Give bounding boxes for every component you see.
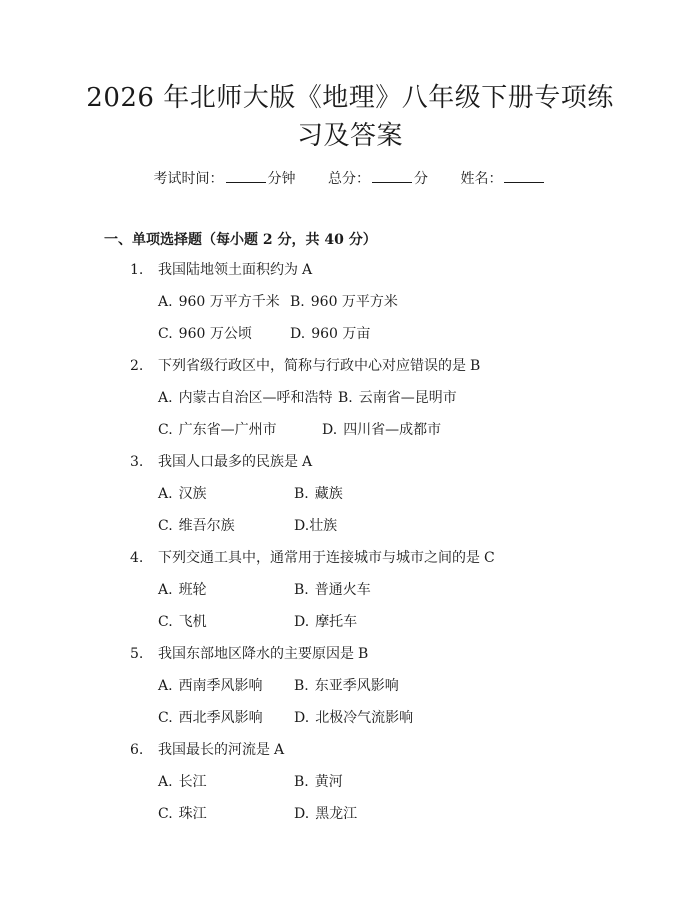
total-score-blank	[372, 168, 412, 183]
question-answer: A	[302, 454, 313, 470]
question-4	[130, 548, 495, 568]
question-3	[130, 452, 312, 472]
option-letter: D.	[322, 422, 338, 438]
option-a	[158, 388, 333, 408]
option-letter: C.	[158, 806, 173, 822]
question-number: 1.	[130, 262, 144, 278]
option-text: 960 万平方米	[310, 294, 398, 310]
option-text: 汉族	[178, 486, 207, 502]
option-b	[294, 580, 371, 600]
option-c	[158, 612, 207, 632]
option-c	[158, 516, 235, 536]
exam-time-unit: 分钟	[267, 171, 296, 187]
option-d	[322, 420, 441, 440]
question-answer: A	[302, 262, 313, 278]
question-2	[130, 356, 480, 376]
total-score-unit: 分	[414, 171, 428, 187]
option-b	[294, 772, 343, 792]
question-text: 下列交通工具中，通常用于连接城市与城市之间的是	[158, 550, 480, 566]
question-answer: B	[358, 646, 369, 662]
option-text: 960 万亩	[311, 326, 371, 342]
option-text: 西南季风影响	[178, 678, 263, 694]
option-text: 960 万公顷	[178, 326, 252, 342]
option-text: 960 万平方千米	[178, 294, 280, 310]
question-answer: C	[484, 550, 495, 566]
question-text: 我国陆地领土面积约为	[158, 262, 298, 278]
option-a	[158, 676, 263, 696]
total-score-label: 总分：	[328, 171, 370, 187]
option-b	[294, 676, 399, 696]
question-number: 5.	[130, 646, 144, 662]
option-letter: A.	[158, 390, 173, 406]
option-letter: C.	[158, 518, 173, 534]
document-title-line-1: 2026 年北师大版《地理》八年级下册专项练	[86, 83, 614, 113]
option-letter: C.	[158, 422, 173, 438]
option-letter: B.	[338, 390, 353, 406]
option-c	[158, 420, 277, 440]
option-c	[158, 708, 263, 728]
option-text: 飞机	[178, 614, 207, 630]
option-text: 壮族	[309, 518, 338, 534]
question-6	[130, 740, 284, 760]
option-letter: B.	[294, 774, 309, 790]
option-text: 维吾尔族	[178, 518, 235, 534]
option-text: 珠江	[178, 806, 207, 822]
option-text: 广东省—广州市	[178, 422, 277, 438]
option-d	[294, 612, 357, 632]
exam-time-blank	[226, 168, 266, 183]
option-text: 云南省—昆明市	[358, 390, 457, 406]
student-name-blank	[504, 168, 544, 183]
option-letter: A.	[158, 486, 173, 502]
option-letter: A.	[158, 582, 173, 598]
option-b	[338, 388, 457, 408]
option-text: 黑龙江	[315, 806, 358, 822]
question-number: 4.	[130, 550, 144, 566]
option-b	[290, 292, 398, 312]
option-letter: B.	[290, 294, 305, 310]
option-letter: C.	[158, 614, 173, 630]
option-a	[158, 772, 207, 792]
question-5	[130, 644, 368, 664]
option-letter: B.	[294, 582, 309, 598]
question-1	[130, 260, 312, 280]
question-number: 6.	[130, 742, 144, 758]
option-a	[158, 580, 207, 600]
exam-time-field	[154, 168, 296, 189]
option-letter: D.	[290, 326, 306, 342]
option-a	[158, 292, 280, 312]
option-letter: B.	[294, 678, 309, 694]
option-letter: A.	[158, 294, 173, 310]
total-score-field	[328, 168, 428, 189]
option-letter: C.	[158, 326, 173, 342]
exam-meta-row	[0, 168, 700, 189]
question-answer: B	[470, 358, 481, 374]
option-text: 普通火车	[314, 582, 371, 598]
option-a	[158, 484, 207, 504]
option-d	[294, 516, 337, 536]
option-text: 班轮	[178, 582, 207, 598]
option-letter: D.	[294, 710, 310, 726]
question-text: 我国东部地区降水的主要原因是	[158, 646, 354, 662]
question-number: 2.	[130, 358, 144, 374]
option-text: 长江	[178, 774, 207, 790]
option-c	[158, 324, 252, 344]
question-text: 下列省级行政区中，简称与行政中心对应错误的是	[158, 358, 466, 374]
option-text: 四川省—成都市	[343, 422, 442, 438]
student-name-label: 姓名：	[460, 171, 503, 187]
option-d	[294, 708, 413, 728]
option-letter: D.	[294, 614, 310, 630]
option-c	[158, 804, 207, 824]
option-b	[294, 484, 343, 504]
option-text: 藏族	[314, 486, 343, 502]
section-title: 一、单项选择题（每小题 2 分，共 40 分）	[104, 232, 377, 248]
option-letter: A.	[158, 678, 173, 694]
option-text: 摩托车	[315, 614, 358, 630]
option-d	[294, 804, 357, 824]
option-letter: A.	[158, 774, 173, 790]
question-text: 我国最长的河流是	[158, 742, 270, 758]
option-letter: B.	[294, 486, 309, 502]
option-d	[290, 324, 370, 344]
option-letter: C.	[158, 710, 173, 726]
exam-time-label: 考试时间：	[153, 171, 224, 187]
option-text: 北极冷气流影响	[315, 710, 414, 726]
question-text: 我国人口最多的民族是	[158, 454, 298, 470]
document-title-line-2: 习及答案	[296, 121, 403, 151]
question-answer: A	[274, 742, 285, 758]
option-letter: D.	[294, 806, 310, 822]
question-number: 3.	[130, 454, 144, 470]
option-text: 东亚季风影响	[314, 678, 399, 694]
option-text: 内蒙古自治区—呼和浩特	[178, 390, 333, 406]
option-letter: D.	[294, 518, 310, 534]
option-text: 黄河	[314, 774, 343, 790]
option-text: 西北季风影响	[178, 710, 263, 726]
student-name-field	[460, 168, 546, 189]
